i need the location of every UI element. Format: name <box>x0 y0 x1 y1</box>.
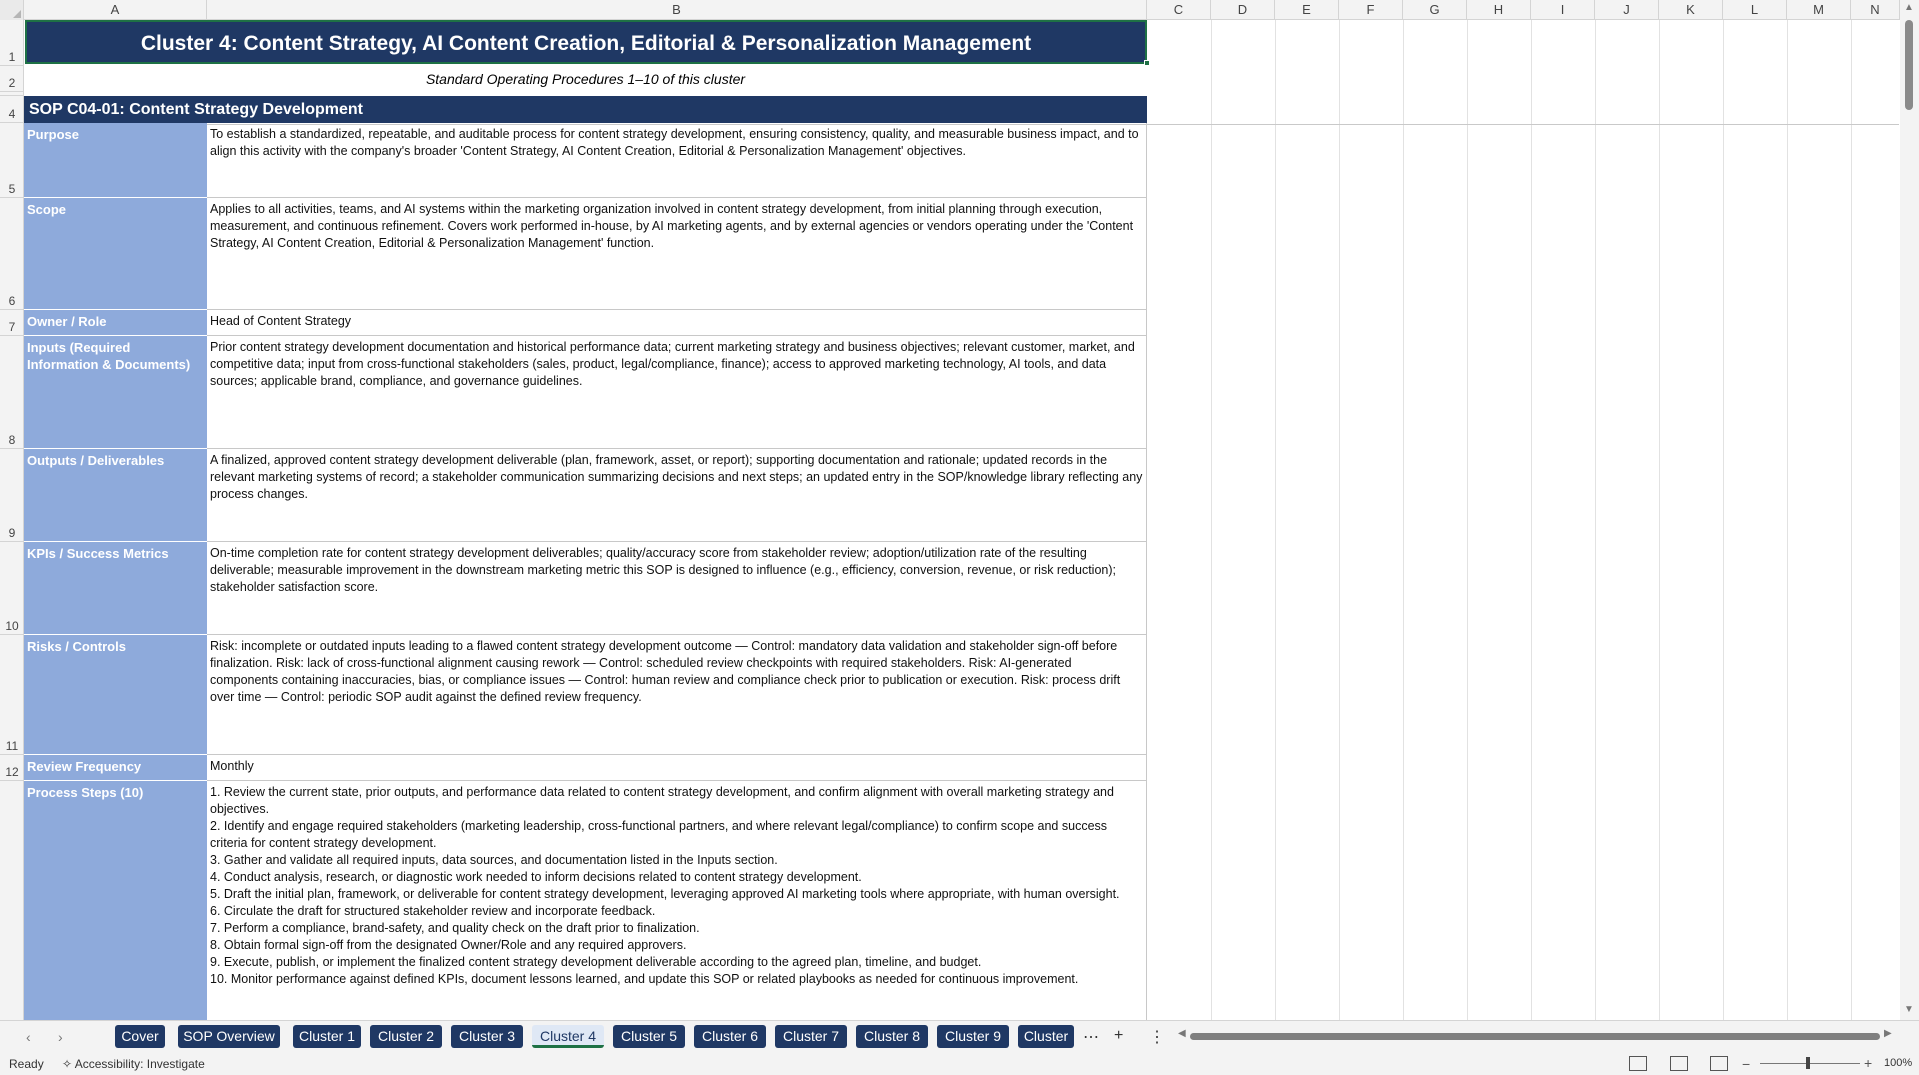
horizontal-scroll-thumb[interactable] <box>1190 1033 1880 1040</box>
column-header-m[interactable]: M <box>1787 0 1851 20</box>
row-header-bar <box>0 20 24 1020</box>
row-number: 6 <box>8 294 16 308</box>
value-inputs[interactable]: Prior content strategy development documentation and historical performance data; current marketing strategy and business objectives; relevant customer, market, and competitive data; input from cross-functional stakeholders (sales, product, legal/compliance, finance); access to approved marketing technology, AI tools, and data sources; applicable brand, compliance, and governance guidelines. <box>207 336 1147 449</box>
zoom-in-icon[interactable]: + <box>1864 1055 1873 1071</box>
ellipsis-icon[interactable]: ⋯ <box>1083 1029 1099 1046</box>
row-header-6[interactable] <box>0 198 24 310</box>
row-number: 9 <box>8 526 16 540</box>
row-number: 2 <box>8 76 16 90</box>
label-inputs[interactable]: Inputs (Required Information & Documents) <box>24 336 207 449</box>
zoom-slider-thumb[interactable] <box>1806 1057 1810 1069</box>
accessibility-icon: ✧ <box>62 1057 73 1071</box>
gridline <box>1275 20 1276 1020</box>
tab-scroll-left-icon[interactable]: ‹ <box>26 1029 31 1045</box>
tab-cluster-1[interactable]: Cluster 1 <box>293 1025 361 1048</box>
tab-cluster-6[interactable]: Cluster 6 <box>694 1025 766 1048</box>
value-risks-controls[interactable]: Risk: incomplete or outdated inputs leading to a flawed content strategy development outcome — Control: mandatory data validation and stakeholder sign-off before finalization. Risk: lack of cross-functional alignment causing rework — Control: scheduled review checkpoints with required stakeholders. Risk: AI-generated components containing inaccuracies, bias, or compliance issues — Control: human review and compliance check prior to publication or execution. Risk: process drift over time — Control: periodic SOP audit against the defined review frequency. <box>207 635 1147 755</box>
row-header-10[interactable] <box>0 542 24 635</box>
horizontal-scrollbar[interactable] <box>1178 1030 1898 1042</box>
row-header-5[interactable] <box>0 123 24 198</box>
row-number: 10 <box>5 619 19 633</box>
sheet-tab-bar <box>0 1020 1919 1053</box>
gridline <box>1403 20 1404 1020</box>
tab-scroll-right-icon[interactable]: › <box>58 1029 63 1045</box>
label-outputs[interactable]: Outputs / Deliverables <box>24 449 207 542</box>
label-scope[interactable]: Scope <box>24 198 207 310</box>
vertical-scroll-thumb[interactable] <box>1905 20 1913 110</box>
row-number: 5 <box>8 182 16 196</box>
value-process-steps[interactable] <box>207 781 1147 1020</box>
column-header-k[interactable]: K <box>1659 0 1723 20</box>
vertical-scrollbar[interactable] <box>1900 0 1919 1020</box>
row-header-8[interactable] <box>0 336 24 449</box>
scroll-left-icon[interactable]: ◀ <box>1178 1028 1186 1039</box>
process-step-3: 3. Gather and validate all required inputs, data sources, and documentation listed in the Inputs section. <box>210 853 778 867</box>
value-outputs[interactable]: A finalized, approved content strategy development deliverable (plan, framework, asset, or report); supporting documentation and rationale; updated records in the relevant marketing systems of record; a stakeholder communication summarizing decisions and next steps; an updated entry in the SOP/knowledge library reflecting any process changes. <box>207 449 1147 542</box>
column-header-h[interactable]: H <box>1467 0 1531 20</box>
page-layout-view-icon[interactable] <box>1670 1056 1688 1071</box>
label-owner-role[interactable]: Owner / Role <box>24 310 207 336</box>
tab-cluster-9[interactable]: Cluster 9 <box>937 1025 1009 1048</box>
process-step-2: 2. Identify and engage required stakeholders (marketing leadership, cross-functional partners, and where relevant legal/compliance) to confirm scope and success criteria for content strategy development. <box>210 819 1108 850</box>
column-header-b[interactable]: B <box>207 0 1147 20</box>
worksheet-grid[interactable] <box>24 20 1899 1020</box>
scroll-down-icon[interactable]: ▼ <box>1904 1004 1914 1015</box>
status-ready: Ready <box>9 1057 44 1071</box>
gridline <box>1787 20 1788 1020</box>
row-number: 8 <box>8 433 16 447</box>
tab-cluster-8[interactable]: Cluster 8 <box>856 1025 928 1048</box>
row-header-13[interactable] <box>0 781 24 1020</box>
value-kpis[interactable]: On-time completion rate for content strategy development deliverables; quality/accuracy score from stakeholder review; adoption/utilization rate of the resulting deliverable; measurable improvement in the downstream marketing metric this SOP is designed to influence (e.g., efficiency, conversion, revenue, or risk reduction); stakeholder satisfaction score. <box>207 542 1147 635</box>
process-step-8: 8. Obtain formal sign-off from the designated Owner/Role and any required approvers. <box>210 938 687 952</box>
label-kpis[interactable]: KPIs / Success Metrics <box>24 542 207 635</box>
accessibility-label: Accessibility: Investigate <box>74 1057 205 1071</box>
tab-cover[interactable]: Cover <box>115 1025 165 1048</box>
tab-cluster-truncated[interactable]: Cluster <box>1018 1025 1074 1048</box>
sheet-title-cell[interactable]: Cluster 4: Content Strategy, AI Content Creation, Editorial & Personalization Management <box>25 20 1147 64</box>
gridline <box>1339 20 1340 1020</box>
gridline <box>1531 20 1532 1020</box>
row-number: 7 <box>8 320 16 334</box>
label-risks-controls[interactable]: Risks / Controls <box>24 635 207 755</box>
tab-cluster-3[interactable]: Cluster 3 <box>451 1025 523 1048</box>
zoom-level[interactable]: 100% <box>1884 1057 1913 1069</box>
column-header-d[interactable]: D <box>1211 0 1275 20</box>
value-purpose[interactable]: To establish a standardized, repeatable, and auditable process for content strategy development, ensuring consistency, quality, and measurable business impact, and to align this activity with the company's broader 'Content Strategy, AI Content Creation, Editorial & Personalization Management' objectives. <box>207 123 1147 198</box>
scroll-right-icon[interactable]: ▶ <box>1884 1028 1892 1039</box>
scroll-up-icon[interactable]: ▲ <box>1904 2 1914 13</box>
column-header-l[interactable]: L <box>1723 0 1787 20</box>
label-purpose[interactable]: Purpose <box>24 123 207 198</box>
row-number: 11 <box>5 739 19 753</box>
gridline <box>1851 20 1852 1020</box>
value-review-frequency[interactable]: Monthly <box>207 755 1147 781</box>
gridline <box>1211 20 1212 1020</box>
row-number: 4 <box>8 107 16 121</box>
column-header-c[interactable]: C <box>1147 0 1211 20</box>
column-header-i[interactable]: I <box>1531 0 1595 20</box>
column-header-a[interactable]: A <box>24 0 207 20</box>
plus-icon[interactable]: + <box>1114 1027 1124 1044</box>
row-number: 1 <box>8 50 16 64</box>
row-number: 12 <box>5 765 19 779</box>
label-review-frequency[interactable]: Review Frequency <box>24 755 207 781</box>
row-header-4[interactable] <box>0 96 24 123</box>
status-bar <box>0 1053 1919 1075</box>
tab-cluster-7[interactable]: Cluster 7 <box>775 1025 847 1048</box>
row-header-9[interactable] <box>0 449 24 542</box>
tab-cluster-2[interactable]: Cluster 2 <box>370 1025 442 1048</box>
tab-cluster-5[interactable]: Cluster 5 <box>613 1025 685 1048</box>
value-scope[interactable]: Applies to all activities, teams, and AI systems within the marketing organization involved in content strategy development, from initial planning through execution, measurement, and continuous refinement. Covers work performed in-house, by AI marketing agents, and by external agencies or vendors operating under the 'Content Strategy, AI Content Creation, Editorial & Personalization Management' function. <box>207 198 1147 310</box>
sheet-subtitle-cell[interactable]: Standard Operating Procedures 1–10 of this cluster <box>425 71 746 87</box>
process-step-1: 1. Review the current state, prior outputs, and performance data related to content strategy development, and confirm alignment with overall marketing strategy and objectives. <box>210 785 1114 816</box>
tab-sop-overview[interactable]: SOP Overview <box>178 1025 280 1048</box>
normal-view-icon[interactable] <box>1629 1056 1647 1071</box>
gridline <box>1723 20 1724 1020</box>
select-all-corner[interactable] <box>0 0 24 20</box>
vertical-dots-icon[interactable]: ⋮ <box>1149 1029 1165 1046</box>
row-header-11[interactable] <box>0 635 24 755</box>
column-header-g[interactable]: G <box>1403 0 1467 20</box>
process-step-6: 6. Circulate the draft for structured stakeholder review and incorporate feedback. <box>210 904 656 918</box>
zoom-out-icon[interactable]: − <box>1742 1056 1751 1072</box>
row-header-1[interactable] <box>0 20 24 66</box>
row-header-7[interactable] <box>0 310 24 336</box>
value-owner-role[interactable]: Head of Content Strategy <box>207 310 1147 336</box>
gridline <box>1595 20 1596 1020</box>
tab-cluster-4[interactable]: Cluster 4 <box>532 1025 604 1048</box>
gridline <box>1467 20 1468 1020</box>
page-break-preview-icon[interactable] <box>1710 1056 1728 1071</box>
process-step-5: 5. Draft the initial plan, framework, or deliverable for content strategy development, leveraging approved AI marketing tools where appropriate, with human oversight. <box>210 887 1120 901</box>
label-process-steps[interactable]: Process Steps (10) <box>24 781 207 1020</box>
row-header-2[interactable] <box>0 66 24 92</box>
process-step-9: 9. Execute, publish, or implement the finalized content strategy development deliverable according to the agreed plan, timeline, and budget. <box>210 955 982 969</box>
column-header-bar <box>0 0 1919 20</box>
column-header-f[interactable]: F <box>1339 0 1403 20</box>
column-header-e[interactable]: E <box>1275 0 1339 20</box>
zoom-slider[interactable] <box>1760 1063 1860 1064</box>
process-step-10: 10. Monitor performance against defined KPIs, document lessons learned, and update this SOP or related playbooks as needed for continuous improvement. <box>210 972 1079 986</box>
row-header-12[interactable] <box>0 755 24 781</box>
sop-header-cell[interactable]: SOP C04-01: Content Strategy Development <box>24 96 1147 123</box>
process-step-7: 7. Perform a compliance, brand-safety, and quality check on the draft prior to finalization. <box>210 921 700 935</box>
column-header-j[interactable]: J <box>1595 0 1659 20</box>
select-all-icon <box>13 10 21 18</box>
process-step-4: 4. Conduct analysis, research, or diagnostic work needed to inform decisions related to content strategy development. <box>210 870 862 884</box>
column-header-n[interactable]: N <box>1851 0 1900 20</box>
accessibility-status[interactable] <box>62 1057 205 1071</box>
gridline <box>1659 20 1660 1020</box>
